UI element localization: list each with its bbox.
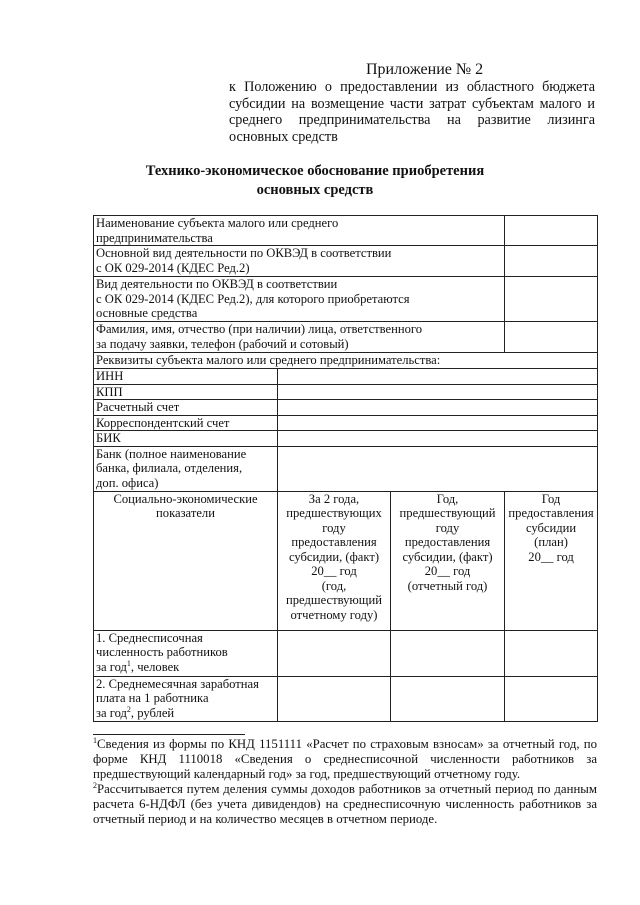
info-label: Основной вид деятельности по ОКВЭД в соответствии с ОК 029-2014 (КДЕС Ред.2) <box>94 246 505 277</box>
info-value-cell[interactable] <box>505 277 598 322</box>
indicator-row <box>94 630 598 676</box>
footnote-1: $^1$Сведения из формы по КНД 1151111 «Расчет по страховым взносам» за отчетный год, по форме КНД 1110018 «Сведения о среднесписочной численности работников за предшествующий календарный год» за год, предшествующий отчетному году. <box>93 736 597 781</box>
info-value-cell[interactable] <box>505 246 598 277</box>
requisite-row <box>94 446 598 491</box>
footnotes <box>93 737 597 827</box>
subsidy-year-column-header: Год предоставления субсидии (план) 20__ год <box>505 491 598 630</box>
info-label: Вид деятельности по ОКВЭД в соответствии с ОК 029-2014 (КДЕС Ред.2), для которого приобретаются основные средства <box>94 277 505 322</box>
requisite-value-cell[interactable] <box>278 400 598 416</box>
requisite-label: Расчетный счет <box>94 400 278 416</box>
indicator-label: 2. Среднемесячная заработная плата на 1 работника за год$^2$, рублей <box>94 676 278 721</box>
requisite-value-cell[interactable] <box>278 384 598 400</box>
indicator-value-cell[interactable] <box>278 676 391 721</box>
info-value-cell[interactable] <box>505 322 598 353</box>
feasibility-table <box>93 215 598 722</box>
indicator-value-cell[interactable] <box>505 630 598 676</box>
info-row <box>94 277 598 322</box>
requisite-row <box>94 415 598 431</box>
indicators-column-header: Социально-экономические показатели <box>94 491 278 630</box>
reporting-year-column-header: Год, предшествующий году предоставления субсидии, (факт) 20__ год (отчетный год) <box>391 491 505 630</box>
title-line-1: Технико-экономическое обоснование приобретения <box>145 163 485 179</box>
document-title <box>120 162 510 200</box>
info-value-cell[interactable] <box>505 216 598 246</box>
regulation-reference: к Положению о предоставлении из областного бюджета субсидии на возмещение части затрат субъектам малого и среднего предпринимательства на развитие лизинга основных средств <box>229 79 595 145</box>
requisite-value-cell[interactable] <box>278 446 598 491</box>
two-years-before-column-header: За 2 года, предшествующих году предоставления субсидии, (факт) 20__ год (год, предшествующий отчетному году) <box>278 491 391 630</box>
requisite-value-cell[interactable] <box>278 369 598 385</box>
requisite-label: БИК <box>94 431 278 447</box>
info-label: Фамилия, имя, отчество (при наличии) лица, ответственного за подачу заявки, телефон (рабочий и сотовый) <box>94 322 505 353</box>
requisite-label: ИНН <box>94 369 278 385</box>
info-label: Наименование субъекта малого или среднего предпринимательства <box>94 216 505 246</box>
info-row <box>94 322 598 353</box>
title-line-2: основных средств <box>256 182 374 198</box>
indicators-header-row <box>94 491 598 630</box>
indicator-value-cell[interactable] <box>391 630 505 676</box>
info-row <box>94 246 598 277</box>
footnote-divider <box>93 734 245 735</box>
requisite-value-cell[interactable] <box>278 415 598 431</box>
indicator-value-cell[interactable] <box>278 630 391 676</box>
indicator-value-cell[interactable] <box>391 676 505 721</box>
indicator-row <box>94 676 598 721</box>
requisite-row <box>94 400 598 416</box>
requisite-value-cell[interactable] <box>278 431 598 447</box>
requisites-heading-row <box>94 353 598 369</box>
requisites-heading: Реквизиты субъекта малого или среднего предпринимательства: <box>94 353 598 369</box>
indicator-label: 1. Среднесписочная численность работников за год$^1$, человек <box>94 630 278 676</box>
requisite-row <box>94 369 598 385</box>
requisite-label: КПП <box>94 384 278 400</box>
appendix-number: Приложение № 2 <box>366 61 484 78</box>
indicator-value-cell[interactable] <box>505 676 598 721</box>
requisite-label: Банк (полное наименование банка, филиала, отделения, доп. офиса) <box>94 446 278 491</box>
requisite-row <box>94 431 598 447</box>
info-row <box>94 216 598 246</box>
requisite-row <box>94 384 598 400</box>
requisite-label: Корреспондентский счет <box>94 415 278 431</box>
footnote-2: $^2$Рассчитывается путем деления суммы доходов работников за отчетный период по данным расчета 6-НДФЛ (без учета дивидендов) на среднесписочную численность работников за отчетный период и на количество месяцев в отчетном периоде. <box>93 781 597 826</box>
